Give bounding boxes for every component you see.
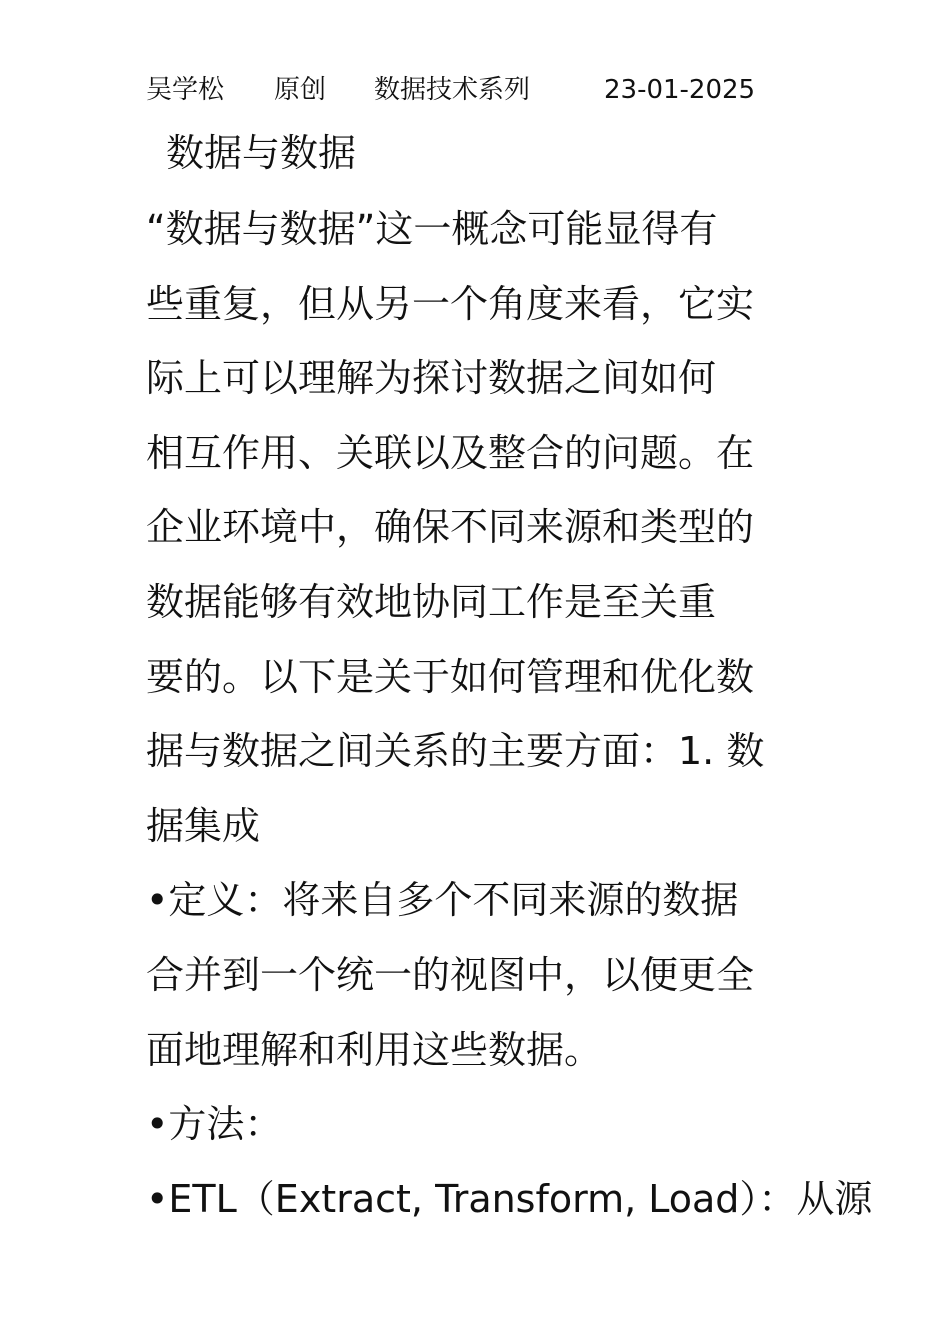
body-text xyxy=(146,196,873,1240)
body-line: 面地理解和利用这些数据。 xyxy=(146,1027,603,1072)
body-line: 合并到一个统一的视图中，以便更全 xyxy=(146,952,755,997)
body-line: 相互作用、关联以及整合的问题。在 xyxy=(146,430,755,475)
body-line: 际上可以理解为探讨数据之间如何 xyxy=(146,356,717,401)
body-line: 数据能够有效地协同工作是至关重 xyxy=(146,579,717,624)
bullet-line: •ETL（Extract, Transform, Load）：从源 xyxy=(146,1176,873,1221)
document-title: 数据与数据 xyxy=(166,131,357,175)
body-line: 据集成 xyxy=(146,803,261,848)
body-line: 些重复，但从另一个角度来看，它实 xyxy=(146,281,755,326)
body-line: “数据与数据”这一概念可能显得有 xyxy=(146,207,718,251)
bullet-line: •定义：将来自多个不同来源的数据 xyxy=(146,878,739,923)
header-date: 23-01-2025 xyxy=(604,75,756,105)
page-header xyxy=(146,74,846,106)
body-line: 要的。以下是关于如何管理和优化数 xyxy=(146,654,755,699)
header-author: 吴学松 xyxy=(146,75,225,105)
header-series: 数据技术系列 xyxy=(374,75,531,105)
header-original-tag: 原创 xyxy=(274,75,327,105)
body-line: 据与数据之间关系的主要方面：1. 数 xyxy=(146,729,765,774)
body-line: 企业环境中，确保不同来源和类型的 xyxy=(146,505,755,550)
bullet-line: •方法： xyxy=(146,1102,283,1147)
